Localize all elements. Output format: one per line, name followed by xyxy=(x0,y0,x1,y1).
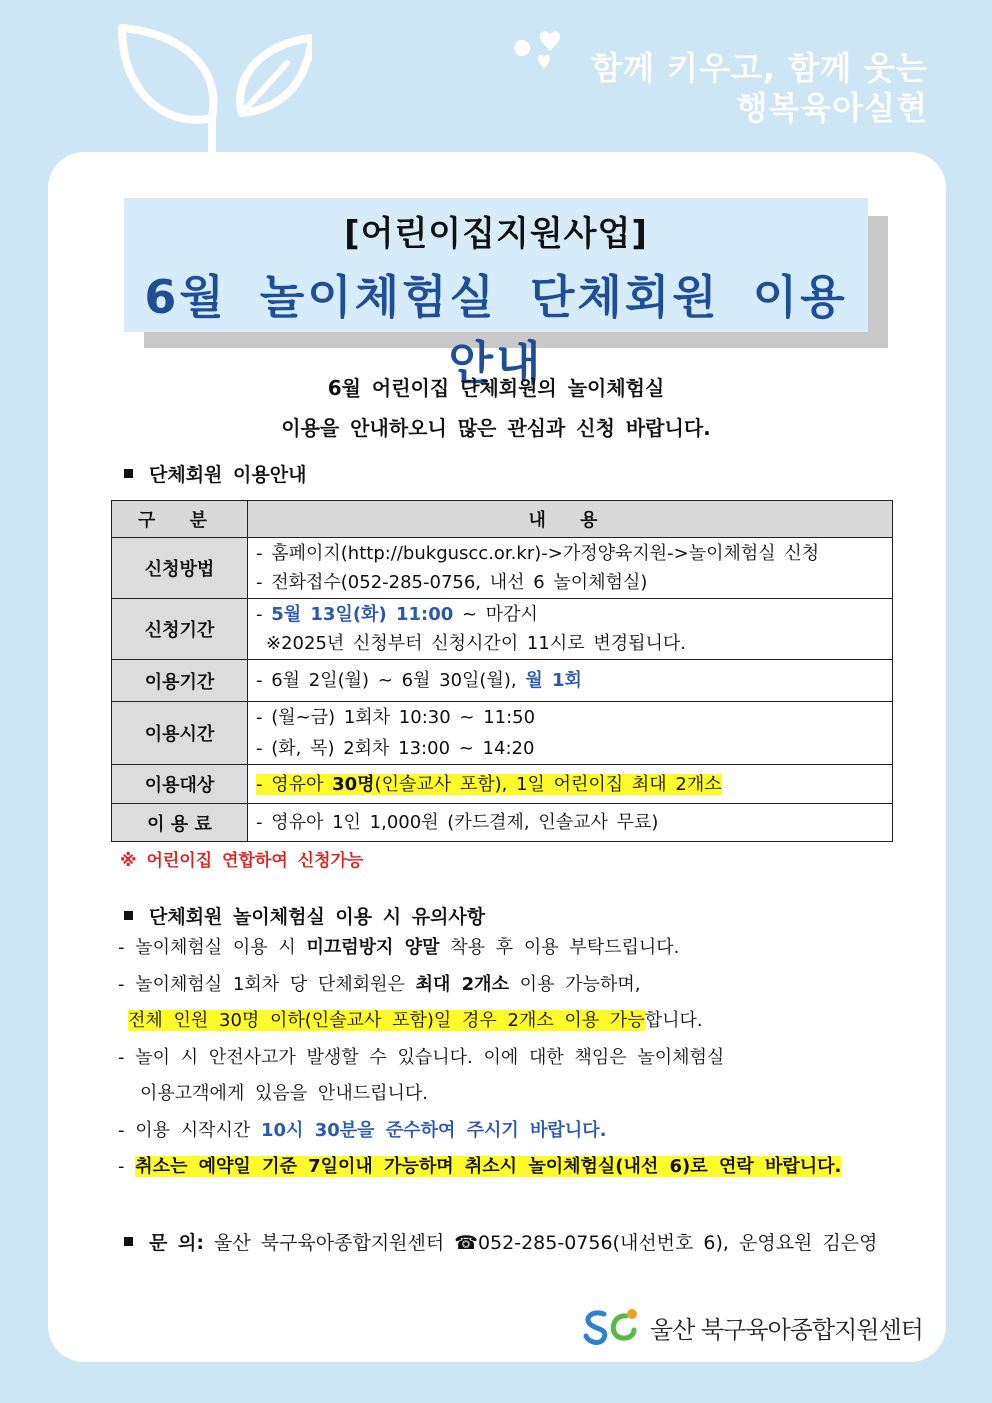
table-header-content: 내 용 xyxy=(248,501,893,538)
table-row xyxy=(112,599,893,660)
list-item: - 놀이 시 안전사고가 발생할 수 있습니다. 이에 대한 책임은 놀이체험실 xyxy=(118,1046,725,1068)
table-row xyxy=(112,702,893,765)
list-item: 이용고객에게 있음을 안내드립니다. xyxy=(140,1083,428,1104)
footer-org-name: 울산 북구육아종합지원센터 xyxy=(650,1316,923,1344)
table-header-category: 구 분 xyxy=(112,501,248,538)
square-bullet-icon xyxy=(124,1237,133,1246)
row-content: - (월~금) 1회차 10:30 ~ 11:50 - (화, 목) 2회차 13:00 ~ 14:20 xyxy=(248,702,893,765)
leaf-icon xyxy=(112,18,312,158)
intro-line2: 이용을 안내하오니 많은 관심과 신청 바랍니다. xyxy=(281,416,711,440)
table-header-row xyxy=(112,501,893,538)
section-heading-precautions: 단체회원 놀이체험실 이용 시 유의사항 xyxy=(124,902,485,929)
list-item: - 놀이체험실 1회차 당 단체회원은 최대 2개소 이용 가능하며, xyxy=(118,973,641,995)
title-line1: [어린이집지원사업] xyxy=(344,214,648,254)
table-row xyxy=(112,660,893,702)
row-content: - 5월 13일(화) 11:00 ~ 마감시 ※2025년 신청부터 신청시간이 11시로 변경됩니다. xyxy=(248,599,893,660)
table-row xyxy=(112,804,893,842)
square-bullet-icon xyxy=(124,469,133,478)
row-content: - 영유아 1인 1,000원 (카드결제, 인솔교사 무료) xyxy=(248,804,893,842)
row-content: - 6월 2일(월) ~ 6월 30일(월), 월 1회 xyxy=(248,660,893,702)
row-label: 이용시간 xyxy=(112,702,248,765)
row-content: - 영유아 30명(인솔교사 포함), 1일 어린이집 최대 2개소 xyxy=(248,765,893,804)
center-logo-icon xyxy=(582,1306,644,1346)
intro-text xyxy=(0,368,992,448)
inquiry-line: 문 의: 울산 북구육아종합지원센터 ☎052-285-0756(내선번호 6), 운영요원 김은영 xyxy=(124,1228,878,1255)
row-label: 이용기간 xyxy=(112,660,248,702)
slogan-line2: 행복육아실현 xyxy=(736,89,928,127)
table-row xyxy=(112,765,893,804)
section-heading-usage: 단체회원 이용안내 xyxy=(124,460,306,487)
row-content: - 홈페이지(http://bukguscc.or.kr)->가정양육지원->놀이체험실 신청 - 전화접수(052-285-0756, 내선 6 놀이체험실) xyxy=(248,538,893,599)
intro-line1: 6월 어린이집 단체회원의 놀이체험실 xyxy=(327,376,665,400)
info-table xyxy=(111,500,893,842)
square-bullet-icon xyxy=(124,911,133,920)
slogan xyxy=(591,48,928,128)
slogan-line1: 함께 키우고, 함께 웃는 xyxy=(591,49,928,87)
row-label: 신청방법 xyxy=(112,538,248,599)
hearts-icon xyxy=(510,28,570,78)
list-item: 전체 인원 30명 이하(인솔교사 포함)일 경우 2개소 이용 가능합니다. xyxy=(128,1010,703,1031)
row-label: 신청기간 xyxy=(112,599,248,660)
precautions-list xyxy=(118,930,841,1186)
row-label: 이용대상 xyxy=(112,765,248,804)
list-item: - 놀이체험실 이용 시 미끄럼방지 양말 착용 후 이용 부탁드립니다. xyxy=(118,937,680,958)
table-row xyxy=(112,538,893,599)
title-line2: 6월 놀이체험실 단체회원 이용 안내 xyxy=(144,270,848,390)
list-item: - 이용 시작시간 10시 30분을 준수하여 주시기 바랍니다. xyxy=(118,1119,607,1141)
list-item: - 취소는 예약일 기준 7일이내 가능하며 취소시 놀이체험실(내선 6)로 연락 바랍니다. xyxy=(118,1156,842,1177)
combined-application-note: ※ 어린이집 연합하여 신청가능 xyxy=(120,851,364,871)
row-label: 이 용 료 xyxy=(112,804,248,842)
